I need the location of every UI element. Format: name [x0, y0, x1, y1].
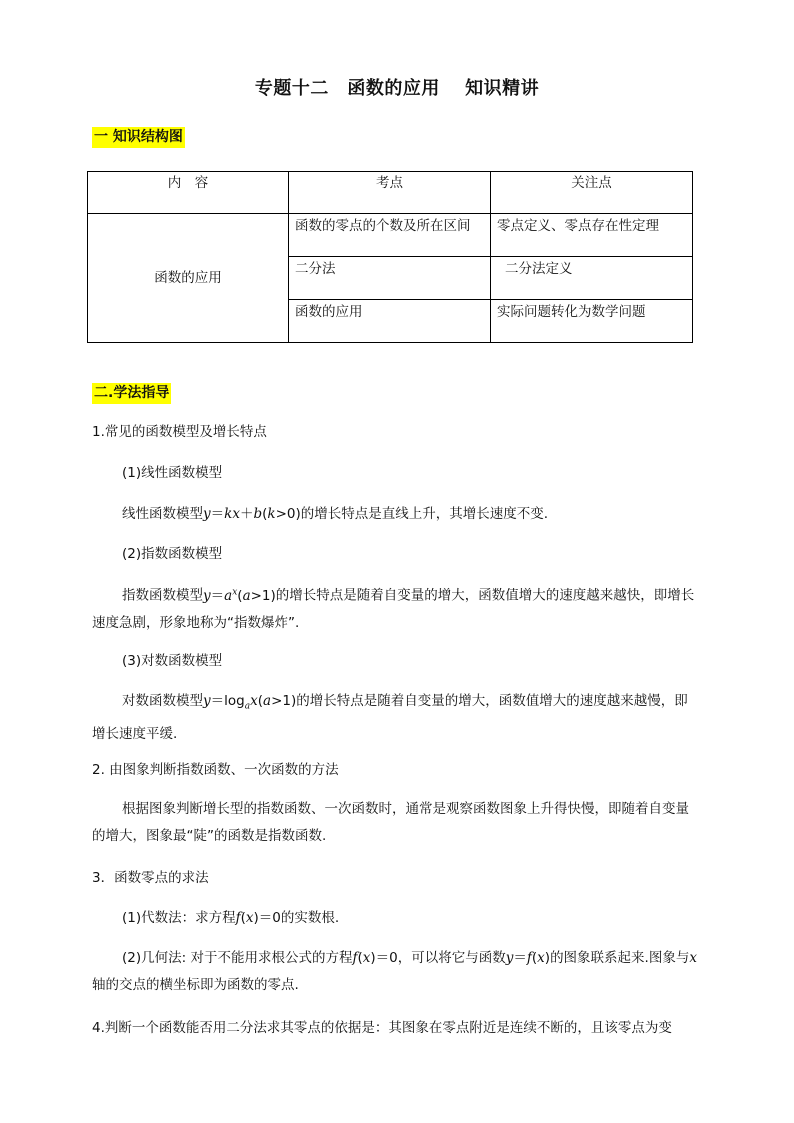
table-header-content: 内 容 [88, 172, 289, 214]
text-linear-b: 的增长特点是直线上升，其增长速度不变. [300, 506, 549, 522]
paragraph-exponential [92, 579, 700, 637]
section-heading-structure: 一 知识结构图 [92, 127, 185, 148]
paragraph-linear [122, 503, 548, 525]
table-row [88, 214, 693, 257]
formula-linear: y＝kx＋b(k>0) [203, 506, 301, 522]
table-cell-focus: 二分法定义 [491, 257, 693, 300]
text-exp-a: 指数函数模型 [122, 587, 203, 604]
table-cell-focus: 实际问题转化为数学问题 [491, 300, 693, 343]
page-title: 专题十二 函数的应用 知识精讲 [254, 78, 540, 99]
text-geo-b: ，可以将它与函数 [397, 950, 506, 966]
formula-function: y＝f(x) [505, 950, 551, 966]
formula-exponential: $y=a^x(a>1)$ [203, 587, 276, 604]
table-header-row [88, 172, 693, 214]
table-cell-focus: 零点定义、零点存在性定理 [491, 214, 693, 257]
paragraph-geometric-method [92, 945, 700, 999]
subheading-logarithmic: (3)对数函数模型 [122, 653, 223, 669]
text-linear-a: 线性函数模型 [122, 506, 203, 522]
formula-logarithmic: $y=\log_ax(a>1)$ [203, 693, 297, 712]
table-cell-point: 二分法 [289, 257, 491, 300]
text-geo-a: (2)几何法: 对于不能用求根公式的方程 [122, 950, 353, 966]
text-exp-b: 的增长特点是随着自变量的增大，函数值增大的速度越来越快，即增长速度急剧，形象地称为“指数爆炸”. [92, 587, 695, 631]
table-merged-cell: 函数的应用 [88, 214, 289, 343]
text-log-b: 的增长特点是随着自变量的增大，函数值增大的速度越来越慢，即增长速度平缓. [92, 693, 688, 742]
paragraph-graph-judgement: 根据图象判断增长型的指数函数、一次函数时，通常是观察函数图象上升得快慢，即随着自变量的增大，图象最“陡”的函数是指数函数. [92, 801, 689, 844]
knowledge-structure-table [87, 171, 693, 343]
table-header-focus: 关注点 [491, 172, 693, 214]
paragraph-logarithmic [92, 688, 700, 748]
text-geo-c: 的图象联系起来.图象与 [550, 950, 690, 966]
text-alg-a: (1)代数法：求方程 [122, 910, 236, 926]
table-header-point: 考点 [289, 172, 491, 214]
item-heading-4: 4.判断一个函数能否用二分法求其零点的依据是：其图象在零点附近是连续不断的，且该零点为变 [92, 1020, 672, 1036]
formula-equation: f(x)＝0 [235, 910, 281, 926]
subheading-exponential: (2)指数函数模型 [122, 546, 223, 562]
table-cell-point: 函数的应用 [289, 300, 491, 343]
variable-x: x [689, 950, 697, 966]
item-heading-3: 3．函数零点的求法 [92, 870, 209, 886]
text-geo-d: 轴的交点的横坐标即为函数的零点. [92, 977, 299, 993]
text-log-a: 对数函数模型 [122, 693, 203, 709]
section-heading-method: 二.学法指导 [92, 383, 171, 404]
table-cell-point: 函数的零点的个数及所在区间 [289, 214, 491, 257]
paragraph-algebraic-method [122, 907, 339, 929]
formula-equation-2: f(x)＝0 [352, 950, 398, 966]
item-heading-2: 2. 由图象判断指数函数、一次函数的方法 [92, 762, 339, 778]
subheading-linear: (1)线性函数模型 [122, 465, 223, 481]
item-heading-1: 1.常见的函数模型及增长特点 [92, 424, 267, 440]
text-alg-b: 的实数根. [280, 910, 340, 926]
